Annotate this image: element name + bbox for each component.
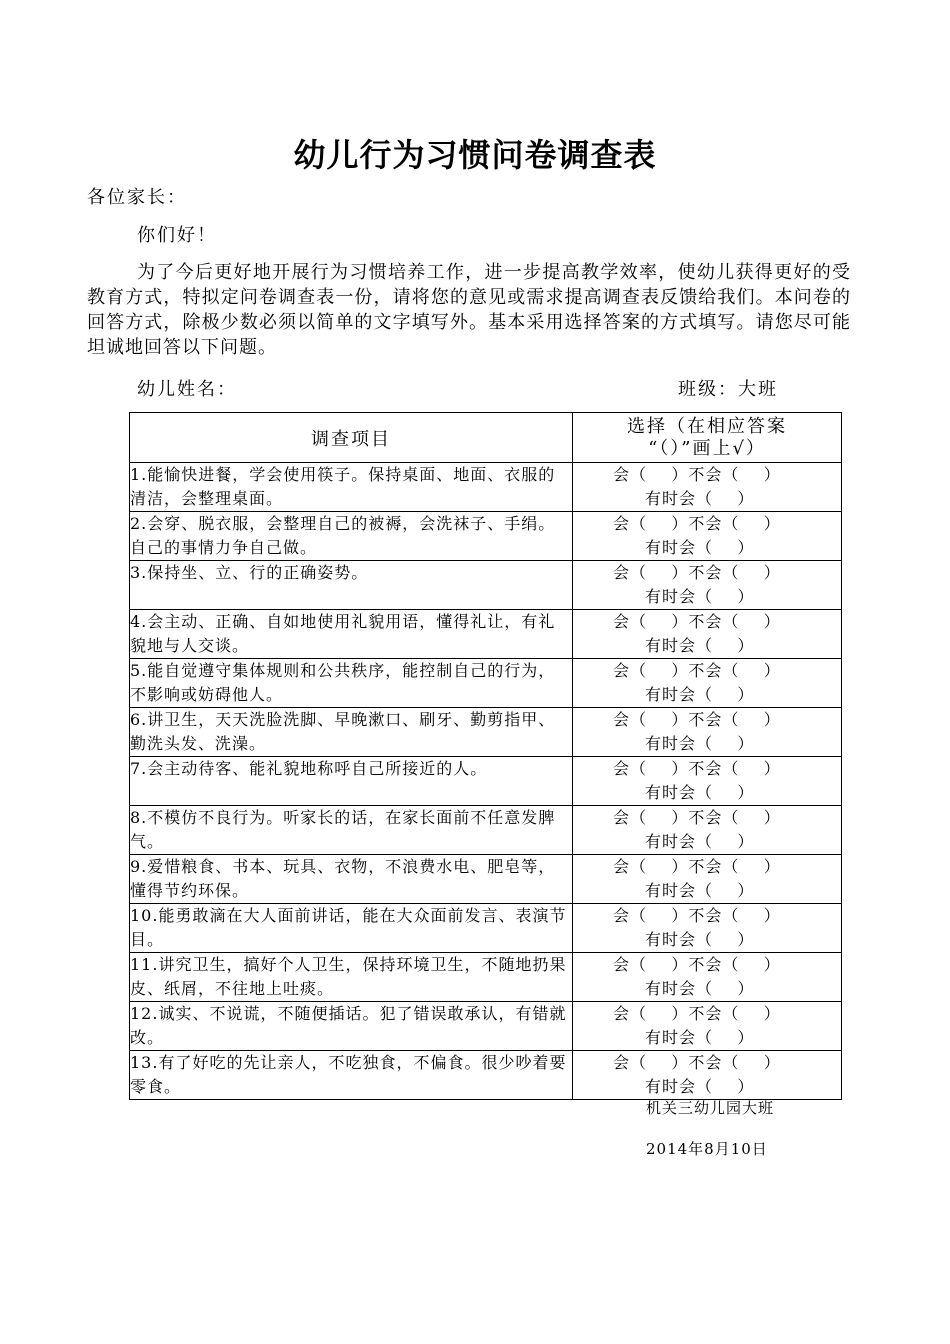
table-row (130, 512, 842, 561)
page-title: 幼儿行为习惯问卷调查表 (293, 136, 657, 174)
answer-sometimes-option[interactable]: 有时会（ ） (645, 832, 755, 851)
table-row (130, 855, 842, 904)
footer-org: 机关三幼儿园大班 (646, 1099, 775, 1117)
survey-item-text: 12.诚实、不说谎，不随便插话。犯了错误敢承认，有错就改。 (130, 1002, 573, 1051)
answer-choice-cell[interactable] (573, 659, 842, 708)
answer-choice-cell[interactable] (573, 610, 842, 659)
answer-options[interactable]: 会（ ）不会（ ） (613, 710, 781, 729)
table-row (130, 1002, 842, 1051)
survey-item-text: 2.会穿、脱衣服，会整理自己的被褥，会洗袜子、手绢。自己的事情力争自己做。 (130, 512, 573, 561)
answer-sometimes-option[interactable]: 有时会（ ） (645, 734, 755, 753)
hello-line: 你们好！ (137, 225, 217, 246)
survey-item-text: 8.不模仿不良行为。听家长的话，在家长面前不任意发脾气。 (130, 806, 573, 855)
table-row (130, 463, 842, 512)
answer-sometimes-option[interactable]: 有时会（ ） (645, 930, 755, 949)
survey-item-text: 3.保持坐、立、行的正确姿势。 (130, 561, 573, 610)
table-row (130, 659, 842, 708)
header-choice-line2: “（）”画上√） (648, 437, 766, 459)
answer-sometimes-option[interactable]: 有时会（ ） (645, 489, 755, 508)
answer-sometimes-option[interactable]: 有时会（ ） (645, 783, 755, 802)
survey-item-text: 4.会主动、正确、自如地使用礼貌用语，懂得礼让，有礼貌地与人交谈。 (130, 610, 573, 659)
header-choice (573, 413, 842, 463)
survey-rows (130, 463, 842, 1100)
answer-options[interactable]: 会（ ）不会（ ） (613, 1053, 781, 1072)
answer-choice-cell[interactable] (573, 855, 842, 904)
answer-sometimes-option[interactable]: 有时会（ ） (645, 1028, 755, 1047)
survey-item-text: 6.讲卫生，天天洗脸洗脚、早晚漱口、刷牙、勤剪指甲、勤洗头发、洗澡。 (130, 708, 573, 757)
survey-item-text: 11.讲究卫生，搞好个人卫生，保持环境卫生，不随地扔果皮、纸屑，不往地上吐痰。 (130, 953, 573, 1002)
answer-choice-cell[interactable] (573, 757, 842, 806)
answer-options[interactable]: 会（ ）不会（ ） (613, 906, 781, 925)
answer-choice-cell[interactable] (573, 1051, 842, 1100)
survey-table (129, 412, 842, 1100)
answer-sometimes-option[interactable]: 有时会（ ） (645, 979, 755, 998)
answer-choice-cell[interactable] (573, 463, 842, 512)
class-label: 班级：大班 (678, 379, 778, 400)
greeting: 各位家长： (87, 187, 187, 208)
answer-choice-cell[interactable] (573, 904, 842, 953)
table-row (130, 1051, 842, 1100)
answer-choice-cell[interactable] (573, 512, 842, 561)
intro-paragraph: 为了今后更好地开展行为习惯培养工作，进一步提高教学效率，使幼儿获得更好的受教育方式，特拟定问卷调查表一份，请将您的意见或需求提高调查表反馈给我们。本问卷的回答方式，除极少数必须以简单的文字填写外。基本采用选择答案的方式填写。请您尽可能坦诚地回答以下问题。 (87, 262, 851, 358)
answer-options[interactable]: 会（ ）不会（ ） (613, 563, 781, 582)
survey-item-text: 9.爱惜粮食、书本、玩具、衣物，不浪费水电、肥皂等，懂得节约环保。 (130, 855, 573, 904)
table-row (130, 610, 842, 659)
table-row (130, 561, 842, 610)
header-choice-line1: 选择（在相应答案 (627, 415, 787, 437)
survey-item-text: 7.会主动待客、能礼貌地称呼自己所接近的人。 (130, 757, 573, 806)
header-item: 调查项目 (130, 413, 573, 463)
child-name-label: 幼儿姓名： (137, 379, 237, 400)
table-row (130, 904, 842, 953)
answer-options[interactable]: 会（ ）不会（ ） (613, 1004, 781, 1023)
table-row (130, 953, 842, 1002)
answer-sometimes-option[interactable]: 有时会（ ） (645, 636, 755, 655)
answer-options[interactable]: 会（ ）不会（ ） (613, 612, 781, 631)
answer-options[interactable]: 会（ ）不会（ ） (613, 955, 781, 974)
answer-sometimes-option[interactable]: 有时会（ ） (645, 587, 755, 606)
table-row (130, 708, 842, 757)
survey-item-text: 10.能勇敢滴在大人面前讲话，能在大众面前发言、表演节目。 (130, 904, 573, 953)
survey-item-text: 1.能愉快进餐，学会使用筷子。保持桌面、地面、衣服的清洁，会整理桌面。 (130, 463, 573, 512)
footer-date: 2014年8月10日 (646, 1140, 768, 1158)
answer-choice-cell[interactable] (573, 708, 842, 757)
answer-sometimes-option[interactable]: 有时会（ ） (645, 881, 755, 900)
answer-options[interactable]: 会（ ）不会（ ） (613, 661, 781, 680)
table-row (130, 757, 842, 806)
answer-sometimes-option[interactable]: 有时会（ ） (645, 538, 755, 557)
answer-choice-cell[interactable] (573, 806, 842, 855)
survey-item-text: 13.有了好吃的先让亲人，不吃独食，不偏食。很少吵着要零食。 (130, 1051, 573, 1100)
answer-options[interactable]: 会（ ）不会（ ） (613, 759, 781, 778)
answer-options[interactable]: 会（ ）不会（ ） (613, 465, 781, 484)
answer-options[interactable]: 会（ ）不会（ ） (613, 857, 781, 876)
survey-item-text: 5.能自觉遵守集体规则和公共秩序，能控制自己的行为，不影响或妨碍他人。 (130, 659, 573, 708)
answer-options[interactable]: 会（ ）不会（ ） (613, 808, 781, 827)
answer-options[interactable]: 会（ ）不会（ ） (613, 514, 781, 533)
answer-choice-cell[interactable] (573, 561, 842, 610)
table-row (130, 806, 842, 855)
answer-choice-cell[interactable] (573, 953, 842, 1002)
answer-sometimes-option[interactable]: 有时会（ ） (645, 685, 755, 704)
table-header-row (130, 413, 842, 463)
answer-choice-cell[interactable] (573, 1002, 842, 1051)
answer-sometimes-option[interactable]: 有时会（ ） (645, 1077, 755, 1096)
